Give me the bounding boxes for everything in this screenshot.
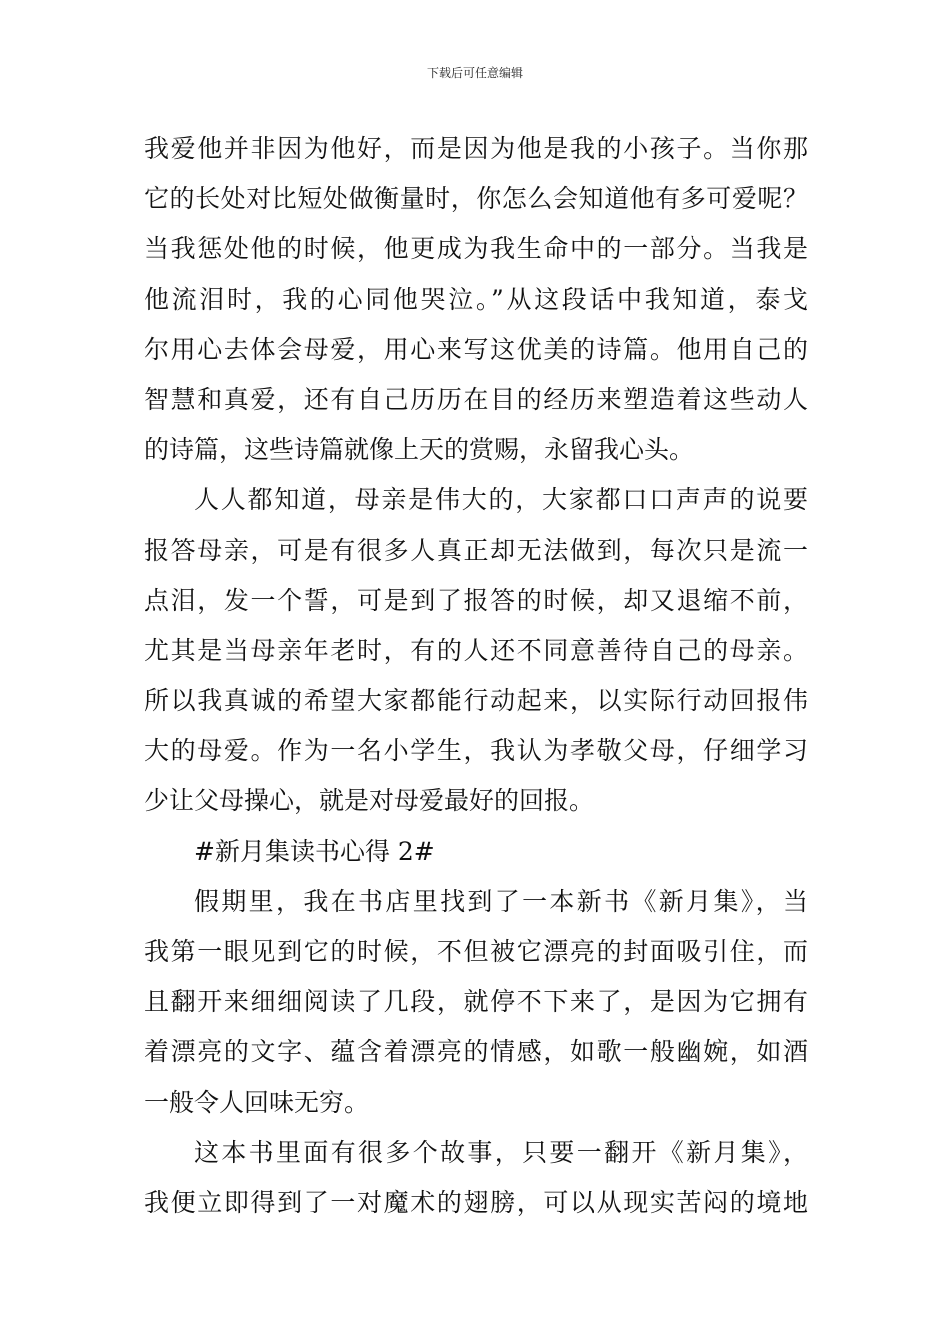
text-line: 它的长处对比短处做衡量时，你怎么会知道他有多可爱呢？ [144, 184, 808, 214]
text-line: 我爱他并非因为他好，而是因为他是我的小孩子。当你那 [144, 134, 808, 163]
text-line: 着漂亮的文字、蕴含着漂亮的情感，如歌一般幽婉，如酒 [144, 1037, 808, 1067]
text-line: 尤其是当母亲年老时，有的人还不同意善待自己的母亲。 [144, 635, 808, 665]
text-line: 一般令人回味无穷。 [144, 1087, 370, 1117]
text-line: 报答母亲，可是有很多人真正却无法做到，每次只是流一 [144, 535, 808, 565]
page-header-note: 下载后可任意编辑 [426, 66, 523, 80]
text-line: 这本书里面有很多个故事，只要一翻开《新月集》， [194, 1137, 808, 1167]
text-line: 假期里，我在书店里找到了一本新书《新月集》，当 [194, 886, 808, 916]
body-text [144, 124, 808, 1228]
text-line: 他流泪时，我的心同他哭泣。”从这段话中我知道，泰戈 [144, 284, 808, 314]
text-line: 智慧和真爱，还有自己历历在目的经历来塑造着这些动人 [144, 384, 808, 414]
text-line: 所以我真诚的希望大家都能行动起来，以实际行动回报伟 [144, 686, 808, 716]
text-line: 当我惩处他的时候，他更成为我生命中的一部分。当我是 [144, 234, 808, 264]
text-line: 点泪，发一个誓，可是到了报答的时候，却又退缩不前， [144, 585, 808, 615]
text-line: 少让父母操心，就是对母爱最好的回报。 [144, 786, 595, 816]
text-line: 尔用心去体会母爱，用心来写这优美的诗篇。他用自己的 [144, 334, 808, 364]
text-line: 的诗篇，这些诗篇就像上天的赏赐，永留我心头。 [144, 435, 695, 465]
section-heading: #新月集读书心得 2# [194, 836, 435, 866]
text-line: 大的母爱。作为一名小学生，我认为孝敬父母，仔细学习 [144, 736, 808, 766]
text-line: 且翻开来细细阅读了几段，就停不下来了，是因为它拥有 [144, 987, 808, 1017]
text-line: 我第一眼见到它的时候，不但被它漂亮的封面吸引住，而 [144, 937, 808, 966]
text-line: 我便立即得到了一对魔术的翅膀，可以从现实苦闷的境地 [144, 1187, 808, 1217]
text-line: 人人都知道，母亲是伟大的，大家都口口声声的说要 [194, 485, 808, 515]
